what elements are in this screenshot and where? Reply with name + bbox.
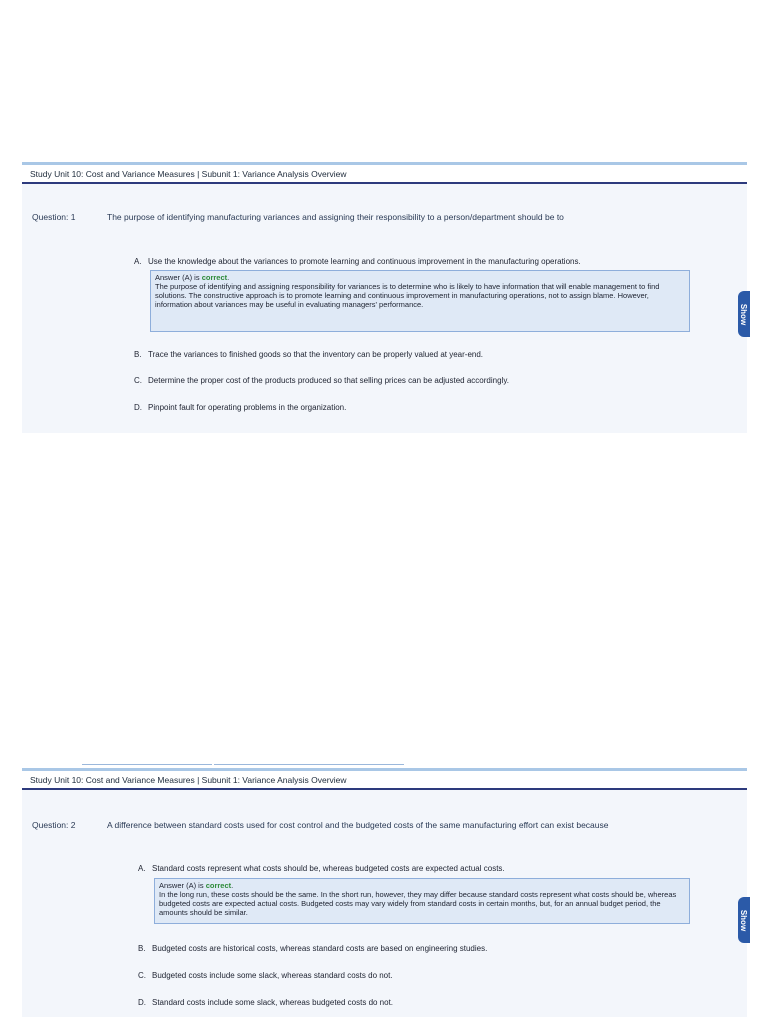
choice-d[interactable] [138, 998, 393, 1007]
choice-letter: C. [134, 376, 142, 385]
choice-letter: D. [134, 403, 142, 412]
choice-text: Standard costs include some slack, whereas budgeted costs do not. [152, 998, 394, 1007]
breadcrumb: Study Unit 10: Cost and Variance Measures | Subunit 1: Variance Analysis Overview [22, 165, 747, 184]
choice-text: Trace the variances to finished goods so that the inventory can be properly valued at year-end. [148, 350, 484, 359]
answer-prefix: Answer (A) is [155, 273, 202, 282]
answer-suffix: . [231, 881, 234, 890]
choice-text: Use the knowledge about the variances to promote learning and continuous improvement in the manufacturing operations. [148, 257, 581, 266]
question-text: A difference between standard costs used for cost control and the budgeted costs of the same manufacturing effort can exist because [107, 820, 609, 830]
show-tab-label: Show [739, 303, 749, 325]
choice-text: Budgeted costs are historical costs, whereas standard costs are based on engineering studies. [152, 944, 488, 953]
divider [214, 762, 404, 765]
answer-explanation-box [154, 878, 690, 924]
choice-text: Standard costs represent what costs should be, whereas budgeted costs are expected actual costs. [152, 864, 505, 873]
choice-letter: C. [138, 971, 146, 980]
show-tab-label: Show [739, 909, 749, 931]
choice-a[interactable] [138, 864, 505, 873]
choice-letter: D. [138, 998, 146, 1007]
divider [82, 762, 212, 765]
choice-letter: B. [134, 350, 142, 359]
question-panel-2 [22, 768, 747, 1017]
answer-status: correct [205, 881, 232, 890]
choice-b[interactable] [138, 944, 487, 953]
answer-explanation-box [150, 270, 690, 332]
show-tab-button[interactable] [738, 291, 750, 337]
answer-suffix: . [227, 273, 230, 282]
choice-a[interactable] [134, 257, 581, 266]
choice-c[interactable] [138, 971, 393, 980]
answer-prefix: Answer (A) is [159, 881, 206, 890]
choice-c[interactable] [134, 376, 509, 385]
choice-letter: B. [138, 944, 146, 953]
choice-text: Budgeted costs include some slack, whereas standard costs do not. [152, 971, 393, 980]
question-text: The purpose of identifying manufacturing variances and assigning their responsibility to a person/department should be to [107, 212, 564, 222]
answer-status: correct [201, 273, 228, 282]
show-tab-button[interactable] [738, 897, 750, 943]
choice-text: Determine the proper cost of the products produced so that selling prices can be adjusted accordingly. [148, 376, 509, 385]
breadcrumb: Study Unit 10: Cost and Variance Measures | Subunit 1: Variance Analysis Overview [22, 771, 747, 790]
choice-letter: A. [138, 864, 146, 873]
answer-status-line [155, 273, 685, 282]
choice-d[interactable] [134, 403, 346, 412]
answer-explanation: The purpose of identifying and assigning responsibility for variances is to determine who is likely to have information that will enable management to find solutions. The constructive approach is to promote learning and continuous improvement in manufacturing operations, not to assign blame. However, information about variances may be useful in evaluating managers' performance. [155, 282, 660, 309]
question-panel-1 [22, 162, 747, 433]
question-label: Question: 2 [32, 820, 76, 830]
choice-text: Pinpoint fault for operating problems in the organization. [148, 403, 347, 412]
choice-b[interactable] [134, 350, 483, 359]
choice-letter: A. [134, 257, 142, 266]
answer-explanation: In the long run, these costs should be the same. In the short run, however, they may differ because standard costs represent what costs should be, whereas budgeted costs are expected actual costs. Budgeted costs may vary widely from standard costs in certain months, but, for an annual budget period, the amounts should be similar. [159, 890, 677, 917]
question-label: Question: 1 [32, 212, 76, 222]
answer-status-line [159, 881, 685, 890]
